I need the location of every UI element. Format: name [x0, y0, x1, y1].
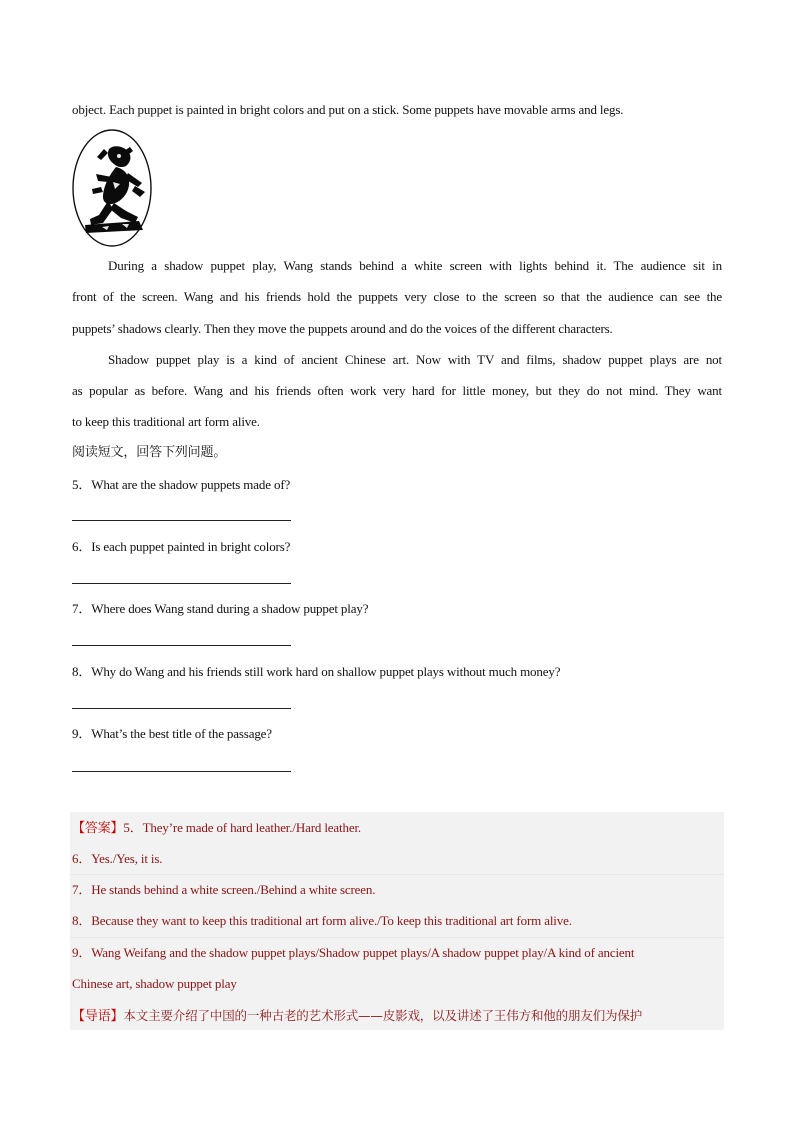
passage-line-6: as popular as before. Wang and his friends often work very hard for little money, but they do not mind. They want: [72, 383, 722, 398]
question-5: 5．What are the shadow puppets made of?: [72, 477, 291, 492]
answer-blank-9[interactable]: [72, 771, 291, 772]
answer-9-line-2: Chinese art, shadow puppet play: [72, 976, 237, 991]
guide-tag: 【导语】: [72, 1009, 124, 1024]
question-9: 9．What’s the best title of the passage?: [72, 726, 272, 741]
answer-line-5: [72, 818, 722, 839]
passage-line-7: to keep this traditional art form alive.: [72, 414, 260, 429]
answer-5: 5．They’re made of hard leather./Hard leather.: [123, 820, 362, 835]
answer-blank-6[interactable]: [72, 583, 291, 584]
answer-blank-5[interactable]: [72, 520, 291, 521]
passage-line-2: During a shadow puppet play, Wang stands behind a white screen with lights behind it. The audience sit in: [108, 258, 722, 273]
shadow-puppet-image: [72, 129, 152, 247]
passage-line-3: front of the screen. Wang and his friends hold the puppets very close to the screen so that the audience can see the: [72, 289, 722, 304]
answer-8: 8．Because they want to keep this traditional art form alive./To keep this traditional art form alive.: [72, 913, 572, 928]
answer-9-line-1: 9．Wang Weifang and the shadow puppet plays/Shadow puppet plays/A shadow puppet play/A kind of ancient: [72, 945, 635, 960]
question-7: 7．Where does Wang stand during a shadow puppet play?: [72, 601, 369, 616]
answer-blank-8[interactable]: [72, 708, 291, 709]
reading-instruction: 阅读短文，回答下列问题。: [72, 445, 227, 460]
guide-text: 本文主要介绍了中国的一种古老的艺术形式——皮影戏，以及讲述了王伟方和他的朋友们为保护: [123, 1008, 643, 1023]
question-6: 6．Is each puppet painted in bright colors?: [72, 539, 291, 554]
answer-tag: 【答案】: [72, 821, 124, 836]
passage-line-5: Shadow puppet play is a kind of ancient Chinese art. Now with TV and films, shadow puppet plays are not: [108, 352, 722, 367]
answer-blank-7[interactable]: [72, 645, 291, 646]
passage-line-1: object. Each puppet is painted in bright colors and put on a stick. Some puppets have movable arms and legs.: [72, 102, 624, 117]
answer-separator-2: [70, 937, 724, 938]
answer-6: 6．Yes./Yes, it is.: [72, 851, 163, 866]
question-8: 8．Why do Wang and his friends still work hard on shallow puppet plays without much money?: [72, 664, 561, 679]
answer-7: 7．He stands behind a white screen./Behind a white screen.: [72, 882, 376, 897]
guide-line: [72, 1006, 722, 1027]
passage-line-4: puppets’ shadows clearly. Then they move the puppets around and do the voices of the different characters.: [72, 321, 613, 336]
answer-separator-1: [70, 874, 724, 875]
